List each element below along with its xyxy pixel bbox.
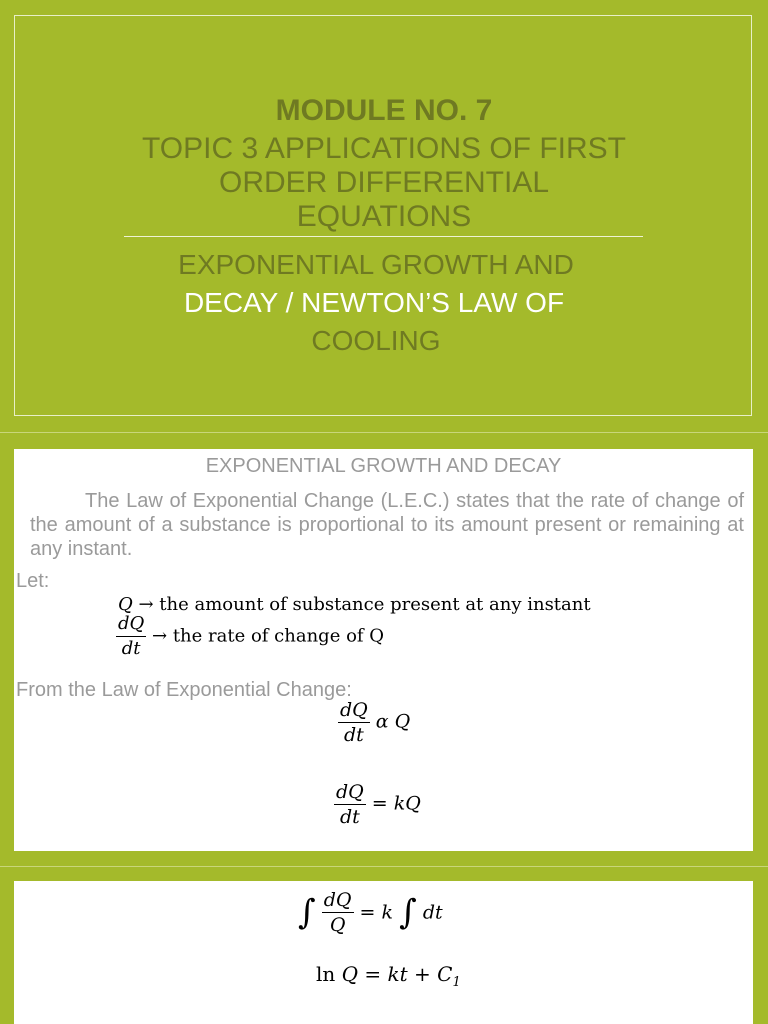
fraction-denominator: dt bbox=[339, 806, 360, 828]
topic-line-2: ORDER DIFFERENTIAL bbox=[218, 166, 550, 199]
fraction-dq-dt bbox=[116, 612, 146, 661]
fraction-dq-q bbox=[322, 888, 354, 937]
subtitle-line-2: DECAY / NEWTON’S LAW OF bbox=[183, 287, 565, 318]
title-divider bbox=[124, 236, 643, 237]
fraction-numerator: dQ bbox=[323, 889, 352, 911]
definition-q-text: the amount of substance present at any instant bbox=[159, 594, 591, 615]
integral-sign: ∫ bbox=[298, 892, 316, 933]
equation-rhs: = kQ bbox=[365, 792, 421, 815]
topic-title bbox=[0, 132, 768, 234]
integral-sign: ∫ bbox=[399, 892, 417, 933]
ln-operator: ln bbox=[316, 962, 342, 986]
subtitle-line-1: EXPONENTIAL GROWTH AND bbox=[178, 249, 574, 280]
equation-rhs: dt bbox=[416, 901, 443, 924]
fraction-denominator: Q bbox=[329, 914, 346, 936]
subtitle-line-3: COOLING bbox=[311, 325, 441, 356]
law-paragraph: The Law of Exponential Change (L.E.C.) states that the rate of change of the amount of a substance is proportional to its amount present or remaining at any instant. bbox=[30, 490, 744, 560]
equation-log bbox=[316, 962, 461, 990]
fraction-numerator: dQ bbox=[116, 612, 146, 637]
equation-rhs: α Q bbox=[369, 710, 411, 733]
symbol-q: Q bbox=[118, 594, 133, 615]
fraction-numerator: dQ bbox=[336, 781, 364, 803]
fraction-dq-dt bbox=[334, 780, 366, 829]
equation-proportional bbox=[338, 698, 410, 747]
equation-middle: = k bbox=[353, 901, 400, 924]
fraction-denominator: dt bbox=[343, 724, 364, 746]
slide-separator bbox=[0, 432, 768, 433]
slide-heading: EXPONENTIAL GROWTH AND DECAY bbox=[205, 455, 562, 477]
equation-integral bbox=[298, 888, 443, 937]
topic-line-3: EQUATIONS bbox=[296, 200, 472, 233]
fraction-numerator: dQ bbox=[340, 699, 368, 721]
title-slide bbox=[0, 0, 768, 432]
arrow: → bbox=[132, 594, 160, 615]
from-law-label: From the Law of Exponential Change: bbox=[16, 679, 352, 701]
definition-rate bbox=[116, 612, 384, 661]
fraction-denominator: dt bbox=[121, 638, 141, 659]
module-title: MODULE NO. 7 bbox=[275, 94, 493, 127]
arrow: → bbox=[146, 625, 173, 647]
equation-log-body: Q = kt + C bbox=[341, 962, 453, 986]
equation-kq bbox=[334, 780, 421, 829]
fraction-dq-dt bbox=[338, 698, 370, 747]
topic-line-1: TOPIC 3 APPLICATIONS OF FIRST bbox=[142, 132, 626, 165]
slide-separator bbox=[0, 866, 768, 867]
let-label: Let: bbox=[16, 570, 50, 592]
constant-subscript: 1 bbox=[452, 975, 461, 990]
definition-rate-text: the rate of change of Q bbox=[172, 625, 385, 647]
